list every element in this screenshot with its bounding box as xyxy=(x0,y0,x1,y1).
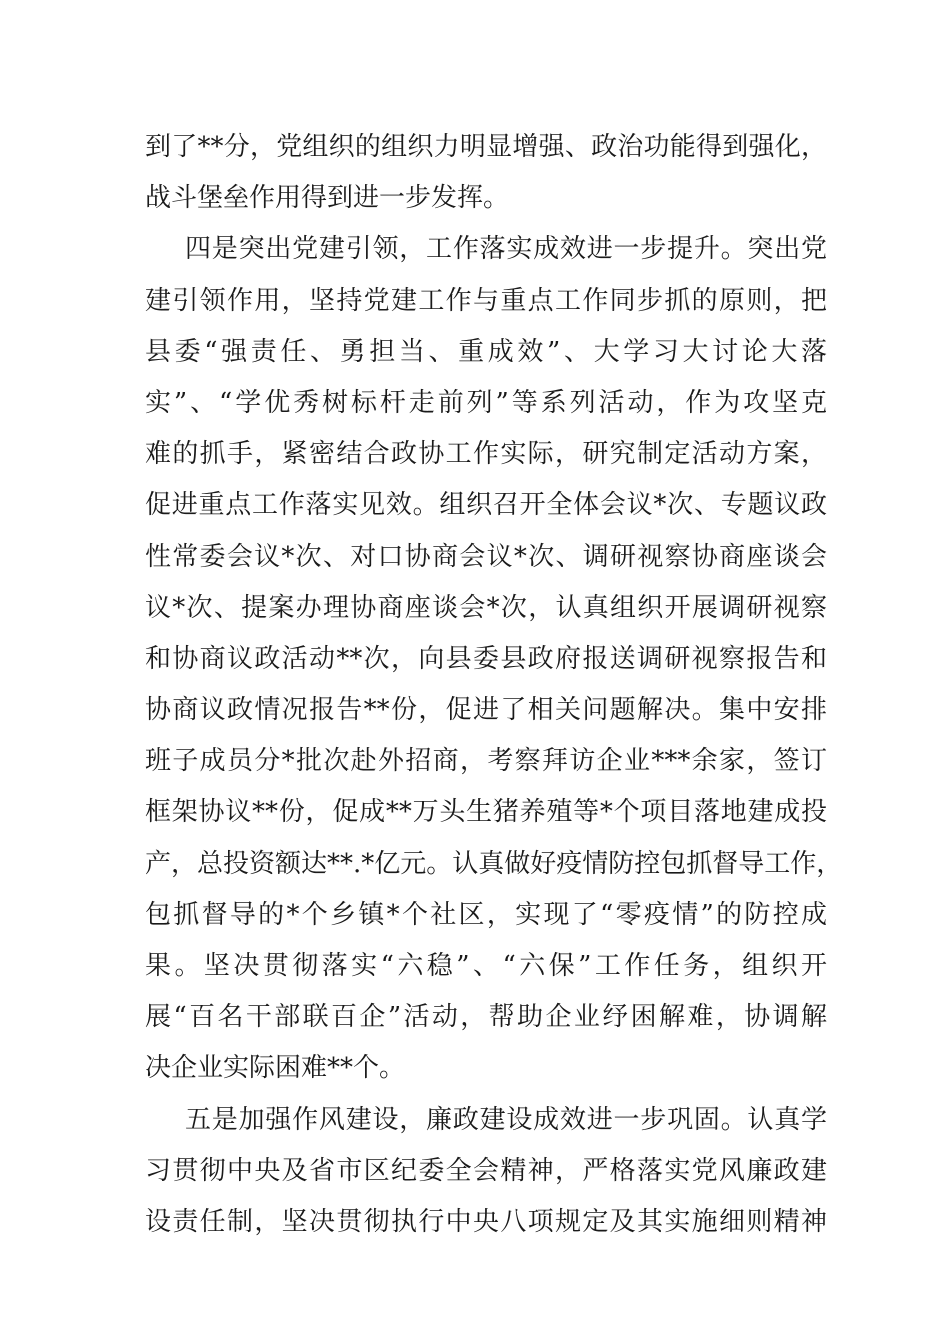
text-line: 果。坚决贯彻落实“六稳”、“六保”工作任务，组织开 xyxy=(145,951,827,981)
body-text xyxy=(145,122,843,1248)
text-line: 协商议政情况报告**份，促进了相关问题解决。集中安排 xyxy=(145,695,827,726)
paragraph-first-line: 四是突出党建引领，工作落实成效进一步提升。突出党 xyxy=(185,234,827,265)
text-line: 到了**分，党组织的组织力明显增强、政治功能得到强化， xyxy=(145,132,827,162)
text-line: 设责任制，坚决贯彻执行中央八项规定及其实施细则精神 xyxy=(145,1206,827,1237)
text-line: 决企业实际困难**个。 xyxy=(145,1053,406,1084)
text-line: 展“百名干部联百企”活动，帮助企业纾困解难，协调解 xyxy=(145,1002,827,1033)
text-line: 议*次、提案办理协商座谈会*次，认真组织开展调研视察 xyxy=(145,592,827,623)
text-line: 框架协议**份，促成**万头生猪养殖等*个项目落地建成投 xyxy=(145,797,827,828)
text-line: 和协商议政活动**次，向县委县政府报送调研视察报告和 xyxy=(145,643,827,674)
text-line: 实”、“学优秀树标杆走前列”等系列活动，作为攻坚克 xyxy=(145,387,827,418)
text-line: 班子成员分*批次赴外招商，考察拜访企业***余家，签订 xyxy=(145,746,827,777)
text-line: 习贯彻中央及省市区纪委全会精神，严格落实党风廉政建 xyxy=(145,1155,827,1186)
text-line: 县委“强责任、勇担当、重成效”、大学习大讨论大落 xyxy=(145,336,827,367)
text-line: 建引领作用，坚持党建工作与重点工作同步抓的原则，把 xyxy=(145,285,827,316)
text-line: 促进重点工作落实见效。组织召开全体会议*次、专题议政 xyxy=(145,490,827,521)
text-line: 战斗堡垒作用得到进一步发挥。 xyxy=(145,183,510,214)
text-line: 性常委会议*次、对口协商会议*次、调研视察协商座谈会 xyxy=(145,541,827,572)
text-line: 包抓督导的*个乡镇*个社区，实现了“零疫情”的防控成 xyxy=(145,899,827,930)
text-line: 产，总投资额达**.*亿元。认真做好疫情防控包抓督导工作， xyxy=(145,848,843,879)
paragraph-first-line: 五是加强作风建设，廉政建设成效进一步巩固。认真学 xyxy=(185,1104,827,1135)
text-line: 难的抓手，紧密结合政协工作实际，研究制定活动方案， xyxy=(145,439,827,470)
